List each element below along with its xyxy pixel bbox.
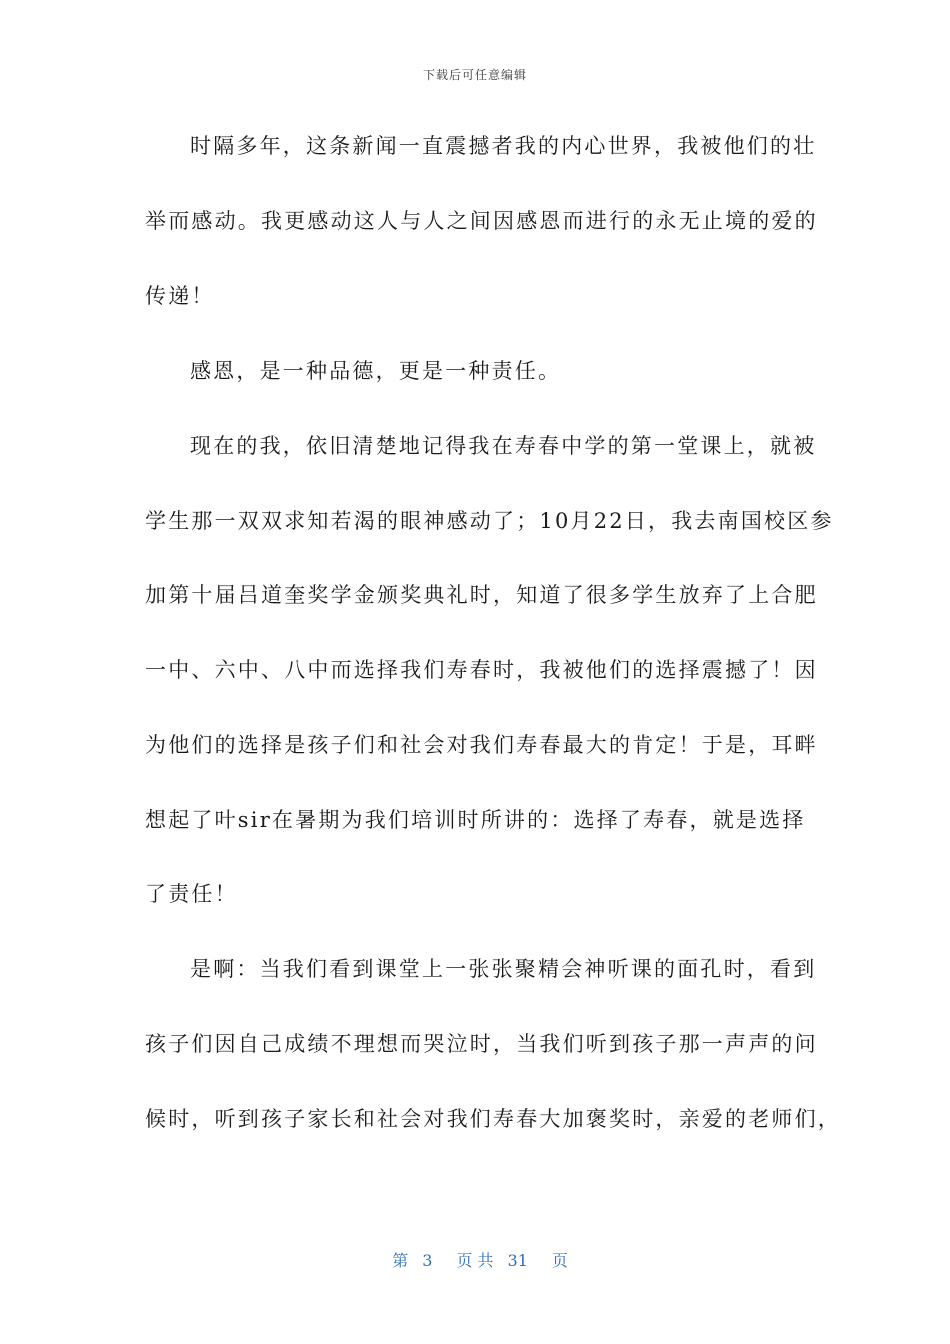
paragraph-line: 候时，听到孩子家长和社会对我们寿春大加褒奖时，亲爱的老师们， (145, 1107, 841, 1131)
footer-suffix: 页 (551, 1251, 568, 1270)
paragraph-line: 想起了叶sir在暑期为我们培训时所讲的：选择了寿春，就是选择 (145, 808, 806, 832)
paragraph-line: 是啊：当我们看到课堂上一张张聚精会神听课的面孔时，看到 (190, 957, 817, 981)
current-page-number: 3 (422, 1251, 433, 1270)
paragraph-line: 孩子们因自己成绩不理想而哭泣时，当我们听到孩子那一声声的问 (145, 1032, 818, 1056)
footer-prefix: 第 (392, 1251, 409, 1270)
paragraph-line: 了责任！ (145, 882, 238, 906)
paragraph-line: 一中、六中、八中而选择我们寿春时，我被他们的选择震撼了！因 (145, 658, 818, 682)
paragraph-line: 时隔多年，这条新闻一直震撼者我的内心世界，我被他们的壮 (190, 134, 817, 158)
paragraph-line: 现在的我，依旧清楚地记得我在寿春中学的第一堂课上，就被 (190, 434, 817, 458)
paragraph-line: 为他们的选择是孩子们和社会对我们寿春最大的肯定！于是，耳畔 (145, 733, 818, 757)
paragraph-line: 学生那一双双求知若渴的眼神感动了；10月22日，我去南国校区参 (145, 509, 834, 533)
paragraph-line: 传递！ (145, 284, 215, 308)
page-number-footer (0, 1229, 950, 1271)
paragraph-line: 感恩，是一种品德，更是一种责任。 (190, 359, 562, 383)
paragraph-line: 举而感动。我更感动这人与人之间因感恩而进行的永无止境的爱的 (145, 209, 818, 233)
paragraph-line: 加第十届吕道奎奖学金颁奖典礼时，知道了很多学生放弃了上合肥 (145, 583, 818, 607)
header-note: 下载后可任意编辑 (422, 68, 527, 82)
footer-middle: 页 共 (456, 1251, 494, 1270)
total-pages-number: 31 (507, 1251, 528, 1270)
